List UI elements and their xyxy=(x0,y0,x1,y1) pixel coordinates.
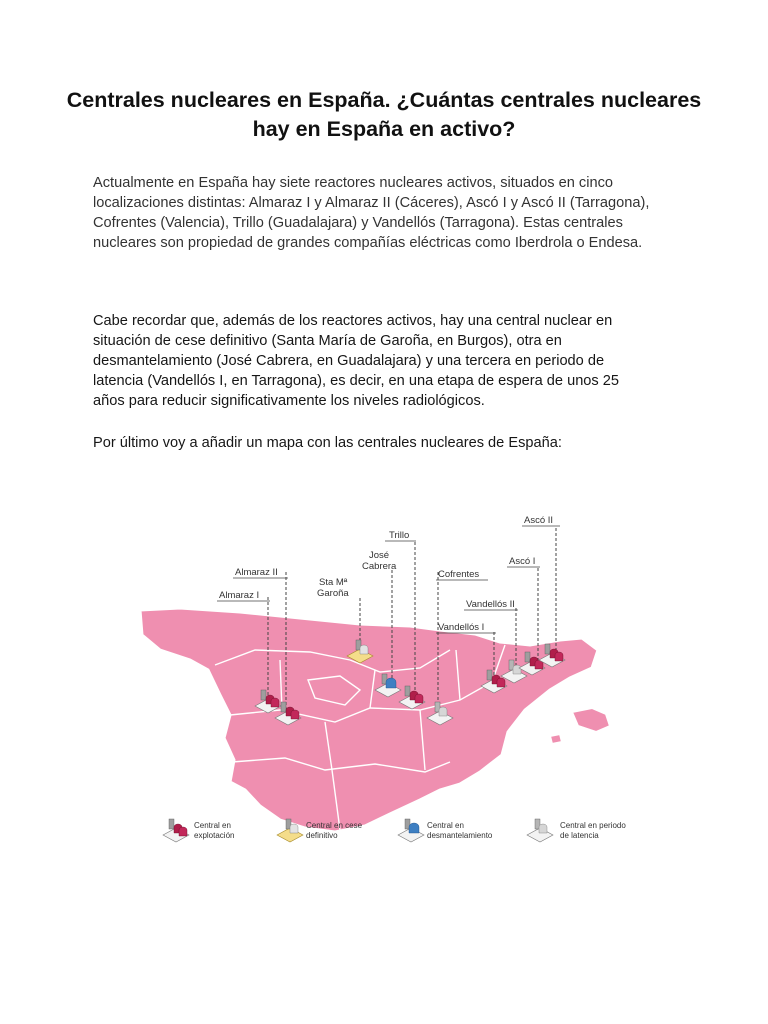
label-jose: José xyxy=(369,550,390,561)
label-almaraz-ii: Almaraz II xyxy=(235,567,278,578)
balearic-islands xyxy=(572,708,610,732)
spain-nuclear-map xyxy=(120,500,660,870)
legend-latencia-1: Central en periodo xyxy=(560,821,626,830)
label-asco-ii: Ascó II xyxy=(524,515,554,526)
legend-icon-latencia xyxy=(527,819,553,842)
paragraph-recall: Cabe recordar que, además de los reactores activos, hay una central nuclear en situación de cese definitivo (Santa María de Garoña, en Burgos), otra en desmantelamiento (José Cabrera, en Guadalajara) y una tercera en periodo de latencia (Vandellós I, en Tarragona), es decir, en una etapa de espera de unos 25 años para reducir significativamente los niveles radiológicos. xyxy=(93,313,620,409)
label-vandellos-ii: Vandellós II xyxy=(466,599,515,610)
paragraph-map-intro: Por último voy a añadir un mapa con las centrales nucleares de España: xyxy=(93,435,562,451)
label-almaraz-i: Almaraz I xyxy=(219,590,260,601)
label-cabrera: Cabrera xyxy=(362,561,397,572)
balearic-minor-island xyxy=(550,734,562,744)
legend-explotacion-1: Central en xyxy=(194,821,231,830)
label-asco-i: Ascó I xyxy=(509,556,536,567)
legend-cese-1: Central en cese xyxy=(306,821,363,830)
label-vandellos-i: Vandellós I xyxy=(438,622,485,633)
legend-icon-explotacion xyxy=(163,819,189,842)
label-trillo: Trillo xyxy=(389,530,410,541)
legend-desm-1: Central en xyxy=(427,821,464,830)
spain-peninsula xyxy=(140,608,598,832)
label-cofrentes: Cofrentes xyxy=(438,569,480,580)
label-garona: Garoña xyxy=(317,588,349,599)
legend-icon-desmantelamiento xyxy=(398,819,424,842)
page-title: Centrales nucleares en España. ¿Cuántas centrales nucleares hay en España en activo? xyxy=(66,88,702,141)
label-sta-ma: Sta Mª xyxy=(319,577,348,588)
legend-explotacion-2: explotación xyxy=(194,831,235,840)
legend-latencia-2: de latencia xyxy=(560,831,599,840)
paragraph-intro: Actualmente en España hay siete reactores nucleares activos, situados en cinco localizaciones distintas: Almaraz I y Almaraz II (Cáceres), Ascó I y Ascó II (Tarragona), Cofrentes (Valencia), Trillo (Guadalajara) y Vandellós (Tarragona). Estas centrales nucleares son propiedad de grandes compañías eléctricas como Iberdrola o Endesa. xyxy=(93,175,650,251)
map-legend xyxy=(163,819,626,842)
legend-desm-2: desmantelamiento xyxy=(427,831,493,840)
legend-cese-2: definitivo xyxy=(306,831,338,840)
